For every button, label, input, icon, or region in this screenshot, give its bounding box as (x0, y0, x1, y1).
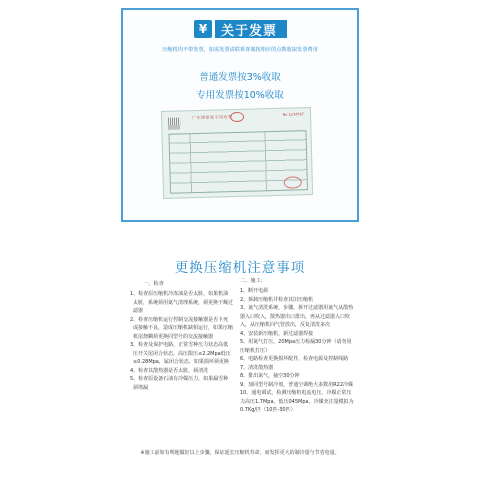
construction-item: 6、电路检查更换损坏配件，检查电源及控制线路 (240, 356, 349, 362)
inspection-item: 2、检查压缩机运行控制交流接触器是否卡死或接触不良，造成压缩机缺相运行，如果压缩机尾烧糊须更换同型号的交流接触器 (130, 316, 234, 340)
construction-item: 1、断开电源 (240, 288, 269, 294)
inspection-item: 1、检查原压缩机冷冻油是否太脏，如果机油太脏，系统须用氮气清理系统，须更换干燥过滤器 (130, 291, 234, 314)
special-invoice-rate: 专用发票按10%收取 (196, 90, 284, 101)
inspection-item: 3、检查及保护电路，正常雪种压力状态高低压开关尾闭合状态，高压限压≤2.2Mpa低压≥0.28Mpa，属闭合状态，如果损坏须更换 (130, 342, 231, 365)
construction-heading: 二、施工: (240, 278, 263, 284)
invoice-section-title: 关于发票 (215, 20, 287, 38)
construction-item: 4、安装新压缩机，新过滤器焊接 (240, 330, 314, 337)
construction-item: 10、通电调试，检测压缩机电流电压，冷媒正常压力高压1.7Mpa，低压045Mpa，冷媒充注量模拟为0.7Kg/匹（10匹-30匹） (240, 390, 354, 413)
invoice-image-number: No 1234567 (282, 112, 305, 117)
construction-item: 7、清洗散热器 (240, 364, 274, 371)
notes-title: 更换压缩机注意事项 (174, 260, 306, 276)
invoice-note: 压缩机均不带发票，如需发票请联系客服按相应的点数收取发票费用 (162, 47, 318, 53)
invoice-image-header: 广东增值税专用发票 (191, 114, 233, 121)
invoice-info-panel (121, 8, 359, 222)
inspection-column (129, 280, 233, 392)
construction-item: 9、加同型号制冷剂，普通空调绝大多数用R22冷媒 (240, 381, 354, 388)
construction-item: 3、氮气清洗系统，步骤，拆开过滤器用氮气从散热器入口吹入，散热器出口排出，再从过滤器入口吹入，从压缩机回气管放出，反复清洗多次 (240, 305, 354, 328)
footnote: ※施工前如有明地做好以上步骤，保证延长压缩机寿命，而发挥更大的制冷量与节省电量。 (140, 450, 340, 456)
construction-item: 8、排出氮气，抽空30分钟 (240, 373, 300, 379)
inspection-item: 4、检查其散热器是否太脏，须清洗 (130, 367, 209, 374)
construction-column (240, 277, 356, 415)
invoice-sample-image (161, 107, 313, 199)
general-invoice-rate: 普通发票按3%收取 (199, 72, 281, 83)
inspection-item: 5、检查原设备石油有冷媒压力，如果漏雪种须堵漏 (130, 376, 229, 391)
invoice-title-row (194, 20, 287, 38)
inspection-heading: 一、检查 (143, 281, 164, 287)
construction-item: 5、用氮气打压，20Mpa压力检漏30分钟（请勿用压缩机打压） (240, 339, 352, 354)
construction-item: 2、拆卸压缩机并检查其旧压缩机 (240, 296, 314, 303)
compressor-notes-panel (121, 236, 359, 474)
invoice-qr-code (168, 117, 180, 129)
yen-icon: ¥ (194, 20, 212, 38)
invoice-seal (230, 112, 244, 122)
